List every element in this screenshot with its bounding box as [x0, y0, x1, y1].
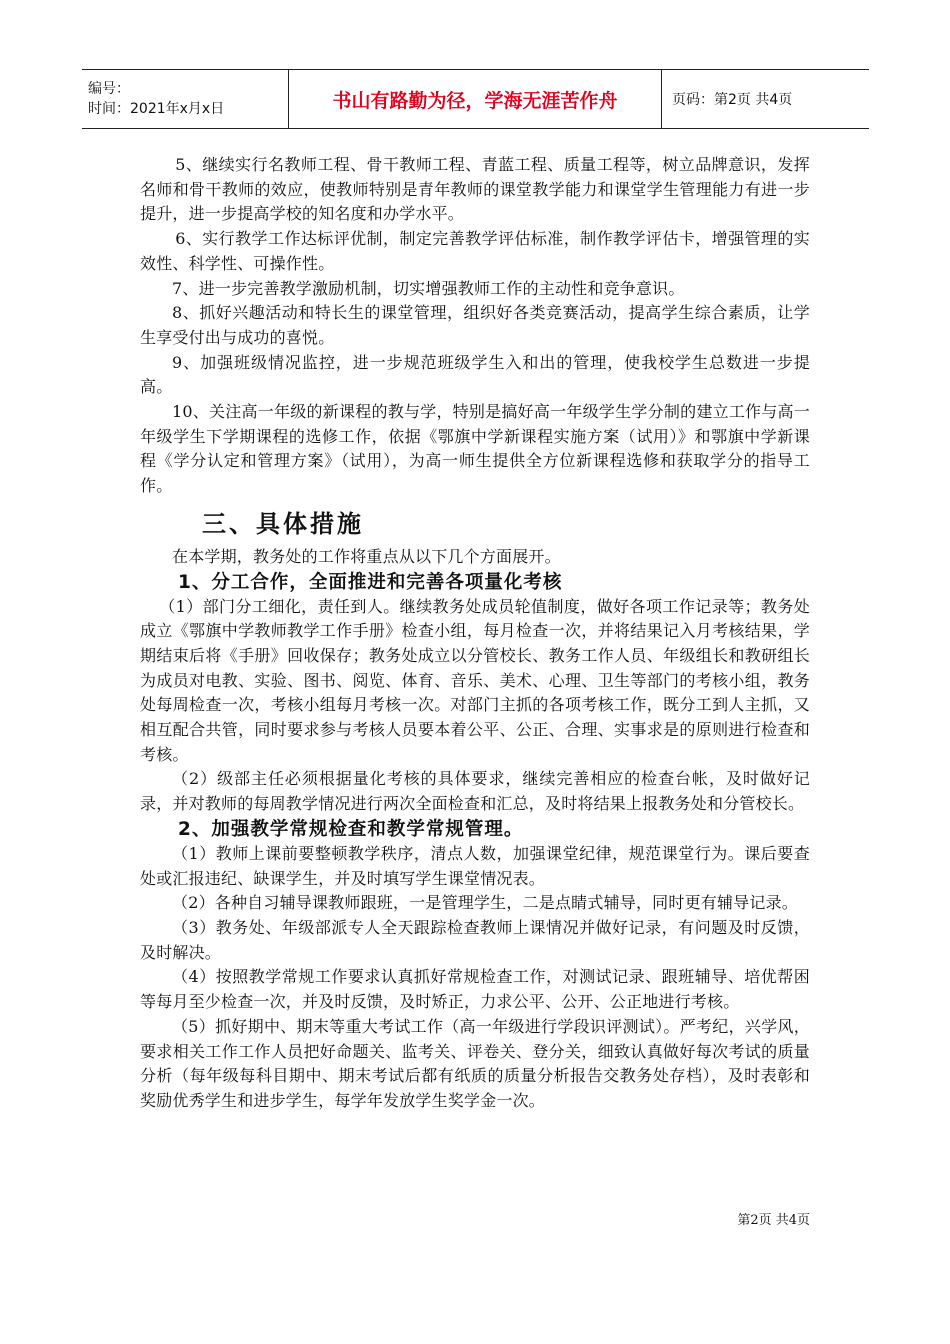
subsection-2-item-2: （2）各种自习辅导课教师跟班，一是管理学生，二是点睛式辅导，同时更有辅导记录。	[172, 893, 798, 913]
subsection-2-item-1: （1）教师上课前要整顿教学秩序，清点人数，加强课堂纪律，规范课堂行为。课后要查处或汇报违纪、缺课学生，并及时填写学生课堂情况表。	[140, 843, 810, 888]
document-number-label: 编号：	[88, 81, 130, 97]
header-left-cell	[82, 70, 289, 129]
subsection-1-item-1: （1）部门分工细化，责任到人。继续教务处成员轮值制度，做好各项工作记录等；教务处成立《鄂旗中学教师教学工作手册》检查小组，每月检查一次，并将结果记入月考核结果，学期结束后将《手册》回收保存；教务处成立以分管校长、教务工作人员、年级组长和教研组长为成员对电教、实验、图书、阅览、体育、音乐、美术、心理、卫生等部门的考核小组，教务处每周检查一次，考核小组每月考核一次。对部门主抓的各项考核工作，既分工到人主抓，又相互配合共管，同时要求参与考核人员要本着公平、公正、合理、实事求是的原则进行检查和考核。	[140, 596, 810, 764]
document-date-label: 时间：2021年x月x日	[88, 101, 225, 117]
section-title: 三、具体措施	[202, 509, 364, 538]
paragraph-item-5: 5、继续实行名教师工程、骨干教师工程、青蓝工程、质量工程等，树立品牌意识，发挥名师和骨干教师的效应，使教师特别是青年教师的课堂教学能力和课堂学生管理能力有进一步提升，进一步提高学校的知名度和办学水平。	[140, 155, 810, 224]
paragraph-item-7: 7、进一步完善教学激励机制，切实增强教师工作的主动性和竞争意识。	[172, 278, 685, 298]
subsection-2-item-5: （5）抓好期中、期末等重大考试工作（高一年级进行学段识评测试）。严考纪，兴学风，要求相关工作工作人员把好命题关、监考关、评卷关、登分关，细致认真做好每次考试的质量分析（每年级每科目期中、期末考试后都有纸质的质量分析报告交教务处存档），及时表彰和奖励优秀学生和进步学生，每学年发放学生奖学金一次。	[140, 1016, 810, 1110]
paragraph-item-10: 10、关注高一年级的新课程的教与学，特别是搞好高一年级学生学分制的建立工作与高一年级学生下学期课程的选修工作，依据《鄂旗中学新课程实施方案（试用）》和鄂旗中学新课程《学分认定和管理方案》（试用），为高一师生提供全方位新课程选修和获取学分的指导工作。	[140, 402, 810, 496]
paragraph-item-8: 8、抓好兴趣活动和特长生的课堂管理，组织好各类竞赛活动，提高学生综合素质，让学生享受付出与成功的喜悦。	[140, 303, 810, 347]
page-header	[82, 69, 869, 129]
paragraph-item-6: 6、实行教学工作达标评优制，制定完善教学评估标准，制作教学评估卡，增强管理的实效性、科学性、可操作性。	[140, 229, 810, 273]
header-motto: 书山有路勤为径，学海无涯苦作舟	[289, 70, 662, 129]
document-body	[140, 153, 810, 1114]
subsection-1-item-2: （2）级部主任必须根据量化考核的具体要求，继续完善相应的检查台帐，及时做好记录，并对教师的每周教学情况进行两次全面检查和汇总，及时将结果上报教务处和分管校长。	[140, 769, 810, 814]
subsection-2-item-3: （3）教务处、年级部派专人全天跟踪检查教师上课情况并做好记录，有问题及时反馈，及时解决。	[140, 917, 810, 962]
page-footer: 第2页 共4页	[737, 1213, 810, 1228]
subsection-title-2: 2、加强教学常规检查和教学常规管理。	[178, 818, 524, 840]
subsection-2-item-4: （4）按照教学常规工作要求认真抓好常规检查工作，对测试记录、跟班辅导、培优帮困等每月至少检查一次，并及时反馈，及时矫正，力求公平、公开、公正地进行考核。	[140, 967, 810, 1012]
header-page-label: 页码：第2页 共4页	[662, 70, 870, 129]
subsection-title-1: 1、分工合作，全面推进和完善各项量化考核	[178, 571, 563, 593]
paragraph-item-9: 9、加强班级情况监控，进一步规范班级学生入和出的管理，使我校学生总数进一步提高。	[140, 352, 810, 397]
section-intro: 在本学期，教务处的工作将重点从以下几个方面展开。	[172, 546, 561, 566]
